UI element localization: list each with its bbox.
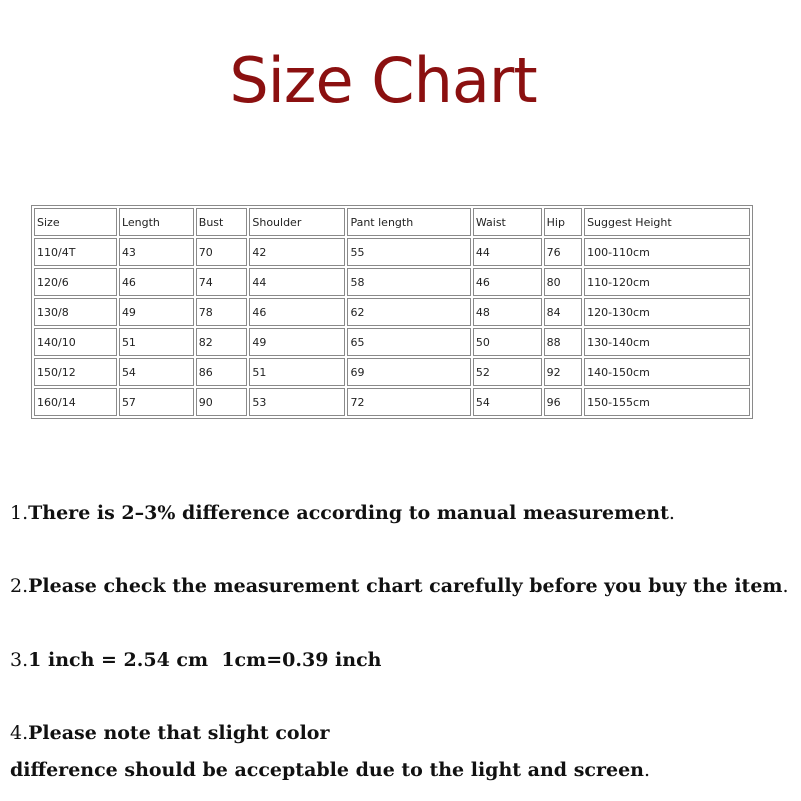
note-number: 1.: [10, 502, 29, 524]
note-text: Please check the measurement chart carefully before you buy the item: [28, 575, 783, 597]
table-cell: 110/4T: [34, 238, 117, 266]
table-cell: 90: [196, 388, 248, 416]
note-3: [10, 649, 381, 671]
note-number: 3.: [10, 649, 29, 671]
table-cell: 96: [544, 388, 582, 416]
header-cell: Shoulder: [249, 208, 345, 236]
note-end: .: [782, 575, 789, 597]
header-cell: Suggest Height: [584, 208, 750, 236]
note-end: .: [643, 759, 651, 781]
table-cell: 130-140cm: [584, 328, 750, 356]
table-cell: 46: [249, 298, 345, 326]
table-cell: 88: [544, 328, 582, 356]
table-cell: 57: [119, 388, 194, 416]
table-cell: 65: [347, 328, 470, 356]
table-cell: 84: [544, 298, 582, 326]
table-cell: 62: [347, 298, 470, 326]
table-cell: 44: [249, 268, 345, 296]
table-cell: 100-110cm: [584, 238, 750, 266]
note-end: .: [668, 502, 675, 524]
table-row: [34, 298, 750, 326]
table-cell: 150-155cm: [584, 388, 750, 416]
table-cell: 53: [249, 388, 345, 416]
note-4: [10, 722, 329, 744]
note-text: Please note that slight color: [28, 722, 330, 744]
table-cell: 43: [119, 238, 194, 266]
size-chart-table: [31, 205, 753, 419]
table-row: [34, 388, 750, 416]
note-2: [10, 575, 789, 597]
table-cell: 150/12: [34, 358, 117, 386]
table-row: [34, 238, 750, 266]
table-cell: 50: [473, 328, 542, 356]
header-cell: Bust: [196, 208, 248, 236]
table-row: [34, 268, 750, 296]
table-cell: 120/6: [34, 268, 117, 296]
header-cell: Length: [119, 208, 194, 236]
table-cell: 92: [544, 358, 582, 386]
table-cell: 140-150cm: [584, 358, 750, 386]
table-cell: 51: [119, 328, 194, 356]
note-text: difference should be acceptable due to the light and screen: [10, 759, 644, 781]
table-cell: 54: [473, 388, 542, 416]
table-cell: 82: [196, 328, 248, 356]
table-cell: 70: [196, 238, 248, 266]
table-cell: 130/8: [34, 298, 117, 326]
table-cell: 80: [544, 268, 582, 296]
table-cell: 46: [119, 268, 194, 296]
table-cell: 46: [473, 268, 542, 296]
header-cell: Size: [34, 208, 117, 236]
header-cell: Hip: [544, 208, 582, 236]
table-cell: 78: [196, 298, 248, 326]
table-cell: 44: [473, 238, 542, 266]
note-text: 1 inch = 2.54 cm 1cm=0.39 inch: [28, 649, 382, 671]
page-title: Size Chart: [229, 44, 537, 117]
note-number: 4.: [10, 722, 29, 744]
table-cell: 86: [196, 358, 248, 386]
table-cell: 69: [347, 358, 470, 386]
table-cell: 72: [347, 388, 470, 416]
table-row: [34, 328, 750, 356]
table-header-row: [34, 208, 750, 236]
table-cell: 58: [347, 268, 470, 296]
note-number: 2.: [10, 575, 29, 597]
table-cell: 52: [473, 358, 542, 386]
table-cell: 55: [347, 238, 470, 266]
table-cell: 49: [119, 298, 194, 326]
table-cell: 110-120cm: [584, 268, 750, 296]
table-cell: 120-130cm: [584, 298, 750, 326]
table-cell: 51: [249, 358, 345, 386]
table-row: [34, 358, 750, 386]
table-cell: 74: [196, 268, 248, 296]
table-cell: 49: [249, 328, 345, 356]
header-cell: Pant length: [347, 208, 470, 236]
table-cell: 42: [249, 238, 345, 266]
table-cell: 48: [473, 298, 542, 326]
table-cell: 140/10: [34, 328, 117, 356]
note-4-continued: [10, 759, 650, 781]
note-1: [10, 502, 675, 524]
header-cell: Waist: [473, 208, 542, 236]
table-cell: 160/14: [34, 388, 117, 416]
table-cell: 76: [544, 238, 582, 266]
note-text: There is 2–3% difference according to manual measurement: [28, 502, 669, 524]
table-cell: 54: [119, 358, 194, 386]
